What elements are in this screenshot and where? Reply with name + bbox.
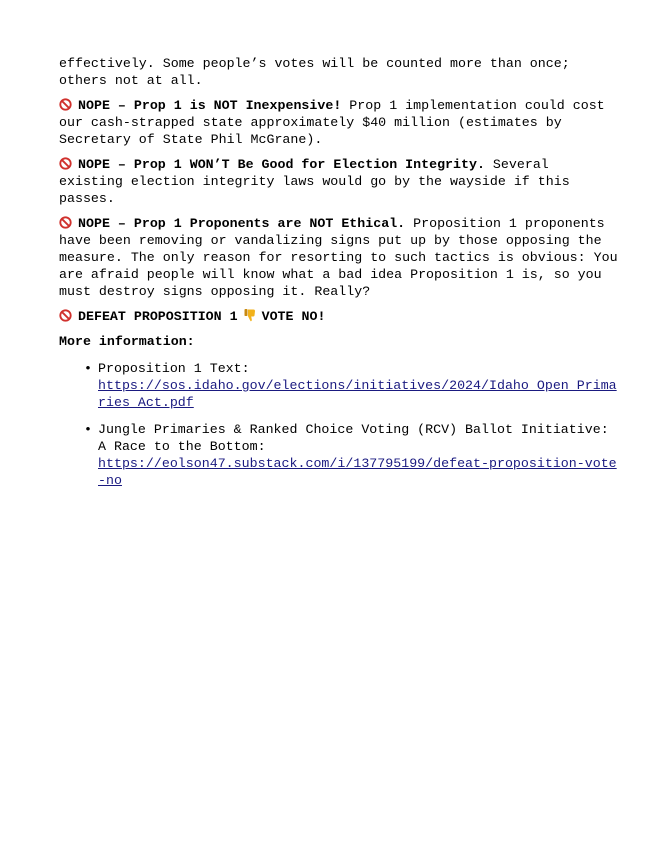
point-body: Prop 1 implementation could cost our cash-strapped state approximately $40 million (estimates by Secretary of State Phil McGrane).: [59, 98, 605, 147]
more-info-heading: More information:: [59, 334, 195, 349]
callout-text-after: VOTE NO!: [261, 309, 326, 324]
callout-text-before: DEFEAT PROPOSITION 1: [78, 309, 238, 324]
more-info-list: [59, 360, 619, 489]
point-body: Proposition 1 proponents have been removing or vandalizing signs put up by those opposing the measure. The only reason for resorting to such tactics is obvious: You are afraid people will know what a bad idea Proposition 1 is, so you must destroy signs opposing it. Really?: [59, 216, 618, 299]
prohibited-icon: [59, 309, 72, 322]
point-election-integrity: [59, 156, 619, 207]
bullet-icon: •: [84, 422, 92, 437]
list-item-label: Jungle Primaries & Ranked Choice Voting (RCV) Ballot Initiative: A Race to the Bottom:: [98, 422, 609, 454]
substack-article-link[interactable]: https://eolson47.substack.com/i/137795199/defeat-proposition-vote-no: [98, 456, 617, 488]
prohibited-icon: [59, 157, 72, 170]
prop1-text-link[interactable]: https://sos.idaho.gov/elections/initiatives/2024/Idaho_Open_Primaries_Act.pdf: [98, 378, 617, 410]
list-item-label: Proposition 1 Text:: [98, 361, 250, 376]
point-ethics: [59, 215, 619, 300]
document-body: [59, 55, 619, 499]
list-item: [84, 360, 619, 411]
point-heading: NOPE – Prop 1 is NOT Inexpensive!: [78, 98, 342, 113]
point-heading: NOPE – Prop 1 Proponents are NOT Ethical.: [78, 216, 406, 231]
bullet-icon: •: [84, 361, 92, 376]
prohibited-icon: [59, 98, 72, 111]
point-body: Several existing election integrity laws would go by the wayside if this passes.: [59, 157, 570, 206]
prohibited-icon: [59, 216, 72, 229]
point-heading: NOPE – Prop 1 WON’T Be Good for Election Integrity.: [78, 157, 485, 172]
list-item: [84, 421, 619, 489]
thumbs-down-icon: [244, 308, 256, 322]
vote-no-callout: [59, 308, 619, 325]
intro-fragment: effectively. Some people’s votes will be counted more than once; others not at all.: [59, 56, 570, 88]
point-inexpensive: [59, 97, 619, 148]
